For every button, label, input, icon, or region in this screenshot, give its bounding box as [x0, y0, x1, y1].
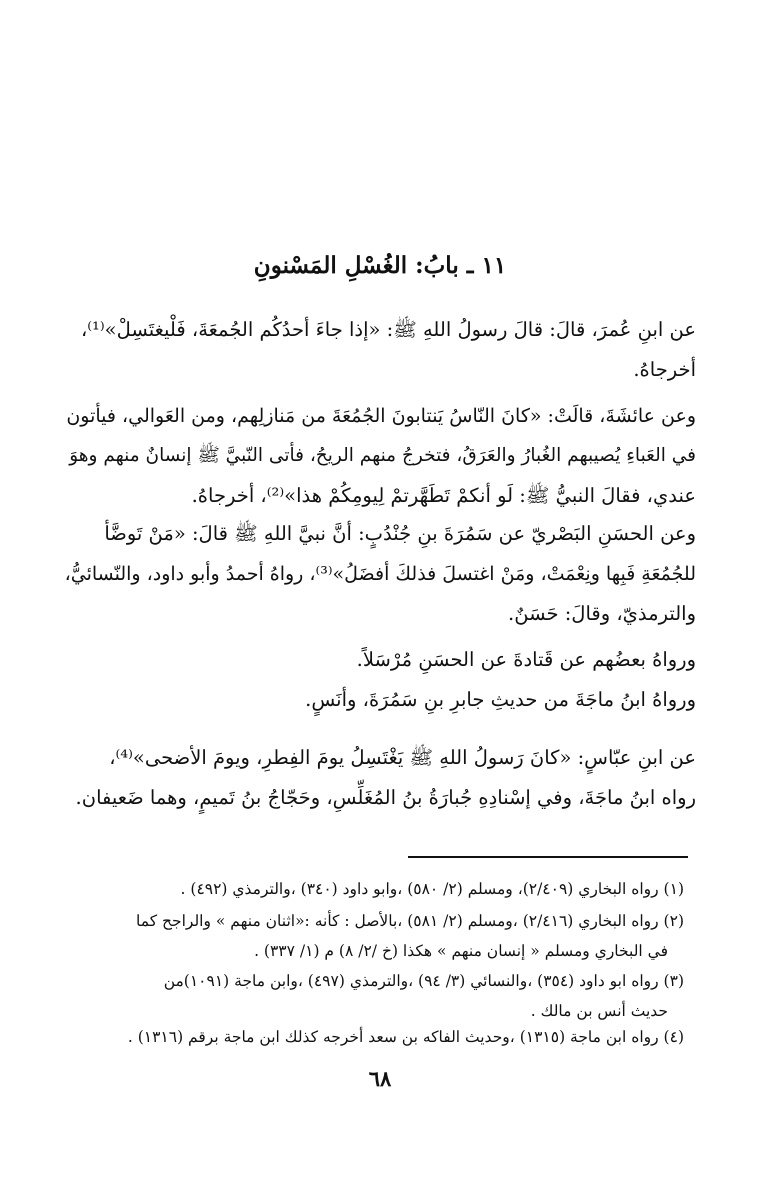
text-line: عن ابنِ عُمرَ، قالَ: قالَ رسولُ اللهِ ﷺ: «إذا جاءَ أحدُكُم الجُمعَةَ، فَلْيغتَسِلْ»⁽¹⁾،	[80, 318, 696, 341]
text-line: عن ابنِ عبّاسٍ: «كانَ رَسولُ اللهِ ﷺ يَغْتَسِلُ يومَ الفِطرِ، ويومَ الأضحى»⁽⁴⁾،	[109, 746, 696, 769]
footnote-line: (٢) رواه البخاري (٢/٤١٦) ،ومسلم (٢/ ٥٨١) ،بالأصل : كأنه :«اثنان منهم » والراجح كما	[136, 912, 684, 930]
page-number: ٦٨	[368, 1066, 392, 1091]
hadith-paragraph-1	[64, 310, 696, 390]
chapter-heading: ١١ ـ بابُ: الغُسْلِ المَسْنونِ	[253, 252, 507, 279]
text-line: والترمذيّ، وقالَ: حَسَنٌ.	[508, 602, 696, 625]
hadith-paragraph-5	[64, 738, 696, 818]
text-line: ورواهُ بعضُهم عن قَتادةَ عن الحسَنِ مُرْسَلاً.	[356, 648, 696, 671]
footnote-3	[74, 966, 684, 1026]
footnote-line: (٤) رواه ابن ماجة (١٣١٥) ،وحديث الفاكه بن سعد أخرجه كذلك ابن ماجة برقم (١٣١٦) .	[127, 1028, 684, 1046]
text-line: عندي، فقالَ النبيُّ ﷺ: لَو أنكمْ تَطَهَّرتمْ لِيومِكُمْ هذا»⁽²⁾، أخرجاهُ.	[191, 484, 696, 507]
footnote-line: (١) رواه البخاري (٢/٤٠٩)، ومسلم (٢/ ٥٨٠) ،وابو داود (٣٤٠) ،والترمذي (٤٩٢) .	[180, 880, 684, 898]
footnote-2	[74, 906, 684, 966]
text-line: ورواهُ ابنُ ماجَةَ من حديثِ جابرِ بنِ سَمُرَةَ، وأنَسٍ.	[305, 688, 696, 711]
text-line: وعن الحسَنِ البَصْريّ عن سَمُرَةَ بنِ جُنْدُبٍ: أنَّ نبيَّ اللهِ ﷺ قالَ: «مَنْ تَوضَّأ	[104, 522, 696, 545]
footnote-line: (٣) رواه ابو داود (٣٥٤) ،والنسائي (٣/ ٩٤) ،والترمذي (٤٩٧) ،وابن ماجة (١٠٩١)من	[163, 972, 684, 990]
hadith-paragraph-4	[64, 640, 696, 720]
text-line: في العَباءِ يُصيبهم الغُبارُ والعَرَقُ، فتخرجُ منهم الريحُ، فأتى النّبيَّ ﷺ إنسانٌ منهم وهوَ	[69, 445, 696, 466]
footnote-1	[74, 874, 684, 904]
hadith-paragraph-2	[64, 396, 696, 516]
hadith-paragraph-3	[64, 514, 696, 634]
text-line: أخرجاهُ.	[633, 358, 696, 381]
text-line: للجُمُعَةِ فَبِها ونِعْمَتْ، ومَنْ اغتسلَ فذلكَ أفضَلُ»⁽³⁾، رواهُ أحمدُ وأبو داود، والنّسائيُّ،	[64, 563, 696, 585]
text-line: وعن عائشَةَ، قالَتْ: «كانَ النّاسُ يَنتابونَ الجُمُعَةَ من مَنازلِهم، ومن العَوالي، فيأتون	[66, 405, 696, 427]
footnote-divider	[408, 856, 688, 858]
text-line: رواه ابنُ ماجَةَ، وفي إسْنادِهِ جُبارَةُ بنُ المُغَلِّسِ، وحَجّاجُ بنُ تَميمٍ، وهما ضَعيفان.	[75, 786, 696, 809]
footnote-4	[74, 1022, 684, 1052]
footnote-line: في البخاري ومسلم « إنسان منهم » هكذا (خ /٢/ ٨) م (١/ ٣٣٧) .	[254, 942, 668, 960]
footnote-line: حديث أنس بن مالك .	[530, 1002, 668, 1020]
